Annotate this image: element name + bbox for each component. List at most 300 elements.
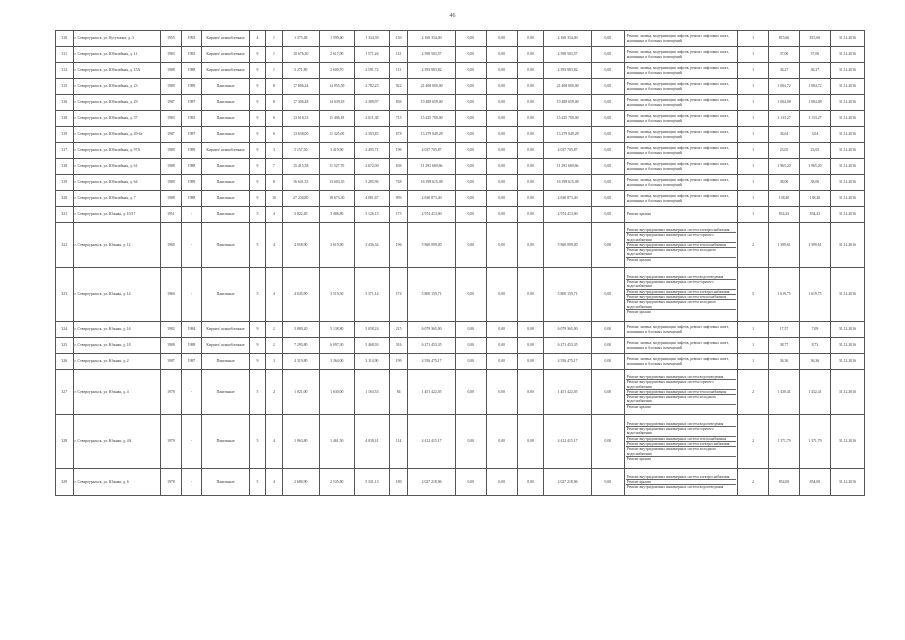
cell-entrances: 4 [266,415,282,469]
cell-living-area: 3 519,30 [319,268,354,322]
work-item: Ремонт внутридомовых инженерных систем водоотведения [626,485,724,490]
cell-commission-year: - [181,223,202,268]
cell-local-cost: 0,00 [517,111,544,127]
cell-other-cost: 0,00 [591,159,624,175]
cell-work-types [624,63,737,79]
cell-residents: 836 [389,95,408,111]
cell-row-number: 324 [56,322,74,338]
cell-local-cost: 0,00 [517,415,544,469]
cell-deadline: 31.12.2016 [830,338,864,354]
cell-work-count: 2 [738,415,769,469]
cell-regional-cost: 0,00 [486,111,517,127]
work-item: Ремонт внутридомовых инженерных систем теплоснабжения [626,390,736,395]
work-item: Ремонт, замена, модернизация лифтов, ремонт лифтовых шахт, машинных и блочных помещений [626,82,729,91]
cell-fund-cost: 0,00 [455,111,486,127]
cell-owned-area: 2 672,00 [354,159,389,175]
cell-living-area: 1 630,00 [319,370,354,415]
cell-local-cost: 0,00 [517,95,544,111]
cell-wall-material: Панельные [202,191,249,207]
cell-work-count: 1 [738,159,769,175]
cell-other-cost: 0,00 [591,191,624,207]
cell-entrances: 6 [266,111,282,127]
cell-local-cost: 0,00 [517,63,544,79]
cell-floors: 9 [249,338,265,354]
cell-work-types [624,47,737,63]
cell-wall-material: Панельные [202,370,249,415]
cell-other-cost: 0,00 [591,63,624,79]
cell-entrances: 2 [266,370,282,415]
cell-entrances: 1 [266,31,282,47]
cell-work-count: 1 [738,143,769,159]
cell-residents: 174 [389,268,408,322]
cell-entrances: 4 [266,223,282,268]
cell-local-cost: 0,00 [517,143,544,159]
cell-other-cost: 0,00 [591,469,624,496]
cell-other-cost: 0,00 [591,223,624,268]
cell-address: г. Североуральск, ул. Юбилейная, д. 23 [73,79,161,95]
cell-entrances: 3 [266,143,282,159]
cell-build-year: 1987 [161,95,182,111]
cell-local-cost: 0,00 [517,268,544,322]
cell-wall-material: Панельные [202,79,249,95]
cell-owner-cost: 4 037 705,87 [544,143,591,159]
cell-entrances: 8 [266,95,282,111]
cell-unit-cost: 815,60 [769,31,800,47]
cell-floors: 5 [249,223,265,268]
cell-deadline: 31.12.2016 [830,469,864,496]
cell-total-area: 1 821,00 [282,370,319,415]
cell-owner-cost: 2 027 218,96 [544,469,591,496]
cell-max-unit-cost: 1 619,75 [799,268,830,322]
cell-residents: 175 [389,207,408,223]
cell-living-area: 2 535,80 [319,469,354,496]
cell-local-cost: 0,00 [517,159,544,175]
cell-work-count: 1 [738,63,769,79]
work-item: Ремонт, замена, модернизация лифтов, ремонт лифтовых шахт, машинных и блочных помещений [626,178,729,187]
cell-total-area: 13 618,33 [282,111,319,127]
cell-unit-cost: 1 430,41 [769,370,800,415]
cell-living-area: 3 619,90 [319,223,354,268]
cell-work-count: 2 [738,469,769,496]
cell-residents: 715 [389,111,408,127]
cell-residents: 215 [389,322,408,338]
cell-work-count: 1 [738,338,769,354]
cell-work-types [624,143,737,159]
cell-entrances: 4 [266,207,282,223]
cell-fund-cost: 0,00 [455,191,486,207]
table-row [56,469,865,496]
cell-regional-cost: 0,00 [486,354,517,370]
cell-build-year: 1978 [161,370,182,415]
cell-regional-cost: 0,00 [486,143,517,159]
cell-residents: 84 [389,370,408,415]
cell-regional-cost: 0,00 [486,175,517,191]
table-row [56,354,865,370]
cell-total-cost: 19 488 659,00 [408,95,455,111]
cell-owned-area: 3 371,14 [354,268,389,322]
cell-owner-cost: 13 279 049,28 [544,127,591,143]
cell-living-area: 11 527,70 [319,159,354,175]
cell-address: г. Североуральск, ул. Юбилейная, д. 61 [73,159,161,175]
cell-deadline: 31.12.2016 [830,111,864,127]
cell-work-count: 1 [738,175,769,191]
cell-total-area: 4 319,80 [282,354,319,370]
cell-row-number: 329 [56,469,74,496]
cell-living-area: 1 461,50 [319,415,354,469]
cell-row-number: 327 [56,370,74,415]
cell-work-count: 1 [738,47,769,63]
cell-living-area: 1 599,60 [319,31,354,47]
cell-regional-cost: 0,00 [486,95,517,111]
cell-other-cost: 0,00 [591,207,624,223]
cell-work-count: 5 [738,268,769,322]
cell-owned-area: 1 334,39 [354,31,389,47]
cell-residents: 111 [389,63,408,79]
cell-local-cost: 0,00 [517,79,544,95]
cell-total-cost: 5 800 159,71 [408,268,455,322]
work-item: Ремонт внутридомовых инженерных систем горячего водоснабжения [626,233,736,243]
cell-total-area: 13 638,00 [282,127,319,143]
cell-unit-cost: 38,77 [769,338,800,354]
cell-commission-year: - [181,207,202,223]
cell-build-year: 1988 [161,159,182,175]
cell-fund-cost: 0,00 [455,207,486,223]
cell-other-cost: 0,00 [591,79,624,95]
cell-total-area: 1 375,48 [282,31,319,47]
cell-work-count: 1 [738,191,769,207]
cell-other-cost: 0,00 [591,370,624,415]
table-body [56,31,865,496]
cell-build-year: 1979 [161,415,182,469]
cell-fund-cost: 0,00 [455,354,486,370]
cell-floors: 4 [249,31,265,47]
table-row [56,79,865,95]
cell-total-area: 16 641,35 [282,175,319,191]
cell-max-unit-cost: 37,06 [799,47,830,63]
cell-max-unit-cost: 1 133,27 [799,111,830,127]
cell-work-types [624,159,737,175]
cell-local-cost: 0,00 [517,31,544,47]
cell-max-unit-cost: 1 084,72 [799,79,830,95]
cell-residents: 150 [389,31,408,47]
work-item: Ремонт внутридомовых инженерных систем теплоснабжения [626,295,736,300]
cell-floors: 9 [249,63,265,79]
cell-regional-cost: 0,00 [486,370,517,415]
cell-commission-year: 1987 [181,354,202,370]
work-item: Ремонт крыши [626,309,651,314]
cell-owner-cost: 19 488 659,00 [544,95,591,111]
cell-work-types [624,370,737,415]
cell-work-count: 1 [738,207,769,223]
cell-owner-cost: 2 598 503,57 [544,47,591,63]
cell-residents: 114 [389,415,408,469]
cell-residents: 748 [389,175,408,191]
cell-work-count: 1 [738,127,769,143]
cell-total-area: 27 230,80 [282,191,319,207]
cell-total-area: 2 680,90 [282,469,319,496]
cell-commission-year: 1983 [181,111,202,127]
table-row [56,111,865,127]
cell-commission-year: 1984 [181,322,202,338]
cell-owner-cost: 5 800 159,71 [544,268,591,322]
cell-build-year: 1987 [161,354,182,370]
cell-entrances: 4 [266,268,282,322]
cell-address: г. Североуральск, ул. Южная, д. 2 [73,354,161,370]
table-row [56,322,865,338]
cell-unit-cost: 1 371,79 [769,415,800,469]
cell-living-area: 14 639,18 [319,95,354,111]
cell-floors: 9 [249,95,265,111]
cell-owner-cost: 6 079 365,00 [544,322,591,338]
cell-local-cost: 0,00 [517,47,544,63]
cell-owned-area: 1 571,26 [354,47,389,63]
cell-max-unit-cost: 1 432,41 [799,370,830,415]
cell-deadline: 31.12.2016 [830,47,864,63]
cell-owned-area: 2 495,71 [354,143,389,159]
cell-entrances: 8 [266,79,282,95]
cell-regional-cost: 0,00 [486,322,517,338]
cell-unit-cost: 854,00 [769,469,800,496]
cell-address: г. Североуральск, ул. Южная, д. 4 [73,370,161,415]
cell-fund-cost: 0,00 [455,469,486,496]
cell-total-area: 5 157,50 [282,143,319,159]
work-item: Ремонт, замена, модернизация лифтов, ремонт лифтовых шахт, машинных и блочных помещений [626,341,729,350]
cell-local-cost: 0,00 [517,223,544,268]
cell-entrances: 4 [266,469,282,496]
cell-owner-cost: 15 425 700,00 [544,111,591,127]
cell-residents: 316 [389,338,408,354]
cell-other-cost: 0,00 [591,47,624,63]
work-item: Ремонт, замена, модернизация лифтов, ремонт лифтовых шахт, машинных и блочных помещений [626,325,729,334]
work-item: Ремонт внутридомовых инженерных систем горячего водоснабжения [626,380,736,390]
cell-deadline: 31.12.2016 [830,175,864,191]
cell-build-year: 1978 [161,469,182,496]
work-item: Ремонт, замена, модернизация лифтов, ремонт лифтовых шахт, машинных и блочных помещений [626,130,729,139]
cell-max-unit-cost: 3,04 [799,127,830,143]
cell-wall-material: Панельные [202,207,249,223]
cell-max-unit-cost: 1 371,79 [799,415,830,469]
table-row [56,127,865,143]
cell-floors: 9 [249,111,265,127]
cell-floors: 9 [249,143,265,159]
cell-other-cost: 0,00 [591,127,624,143]
cell-unit-cost: 36,27 [769,63,800,79]
cell-wall-material: Кирпич/ шлакоблочные [202,322,249,338]
cell-deadline: 31.12.2016 [830,370,864,415]
cell-owner-cost: 4 556 475,17 [544,354,591,370]
cell-residents: 636 [389,159,408,175]
table-row [56,370,865,415]
cell-floors: 5 [249,370,265,415]
cell-floors: 5 [249,469,265,496]
cell-total-cost: 4 556 475,17 [408,354,455,370]
cell-wall-material: Панельные [202,415,249,469]
cell-row-number: 328 [56,415,74,469]
cell-total-cost: 21 468 000,00 [408,79,455,95]
cell-fund-cost: 0,00 [455,370,486,415]
cell-build-year: 1987 [161,127,182,143]
cell-fund-cost: 0,00 [455,322,486,338]
cell-fund-cost: 0,00 [455,223,486,268]
cell-entrances: 2 [266,322,282,338]
work-item: Ремонт внутридомовых инженерных систем водоотведения [626,422,736,427]
cell-local-cost: 0,00 [517,207,544,223]
cell-floors: 5 [249,268,265,322]
cell-regional-cost: 0,00 [486,223,517,268]
cell-work-count: 2 [738,370,769,415]
cell-owned-area: 2 591,72 [354,63,389,79]
table-row [56,415,865,469]
cell-floors: 9 [249,354,265,370]
cell-other-cost: 0,00 [591,322,624,338]
cell-work-types [624,175,737,191]
cell-total-cost: 4 037 705,87 [408,143,455,159]
cell-work-types [624,268,737,322]
cell-unit-cost: 38,06 [769,175,800,191]
cell-total-area: 7 295,80 [282,338,319,354]
cell-work-count: 1 [738,95,769,111]
cell-living-area: 11 406,18 [319,111,354,127]
cell-total-cost: 16 398 615,08 [408,175,455,191]
cell-local-cost: 0,00 [517,469,544,496]
cell-max-unit-cost: 1 965,20 [799,159,830,175]
cell-owner-cost: 1 451 422,05 [544,370,591,415]
cell-owned-area: 2 011,38 [354,111,389,127]
cell-address: г. Североуральск, ул. Юбилейная, д. 15А [73,63,161,79]
cell-commission-year: 1988 [181,338,202,354]
work-item: Ремонт внутридомовых инженерных систем теплоснабжения [626,243,736,248]
cell-commission-year: 1987 [181,95,202,111]
table-row [56,175,865,191]
cell-wall-material: Кирпич/ шлакоблочные [202,63,249,79]
cell-work-types [624,95,737,111]
cell-address: г. Североуральск, ул. Юбилейная, д. 37 [73,111,161,127]
cell-address: г. Североуральск, ул. Южная, д. 6 [73,469,161,496]
cell-deadline: 31.12.2016 [830,127,864,143]
cell-local-cost: 0,00 [517,370,544,415]
cell-local-cost: 0,00 [517,175,544,191]
cell-work-count: 1 [738,79,769,95]
work-item: Ремонт, замена, модернизация лифтов, ремонт лифтовых шахт, машинных и блочных помещений [626,194,729,203]
cell-work-types [624,31,737,47]
cell-row-number: 320 [56,191,74,207]
work-item: Ремонт, замена, модернизация лифтов, ремонт лифтовых шахт, машинных и блочных помещений [626,357,729,366]
table-row [56,191,865,207]
cell-commission-year: - [181,469,202,496]
cell-residents: 993 [389,191,408,207]
cell-max-unit-cost: 38,06 [799,175,830,191]
cell-commission-year: 1983 [181,47,202,63]
cell-max-unit-cost: 815,60 [799,31,830,47]
cell-owned-area: 5 058,24 [354,322,389,338]
cell-regional-cost: 0,00 [486,79,517,95]
cell-row-number: 318 [56,111,74,127]
cell-owned-area: 5 468,93 [354,338,389,354]
housing-register-table [55,30,865,496]
cell-entrances: 3 [266,354,282,370]
work-item: Ремонт внутридомовых инженерных систем горячего водоснабжения [626,427,736,437]
cell-fund-cost: 0,00 [455,47,486,63]
cell-fund-cost: 0,00 [455,143,486,159]
cell-total-cost: 4 412 415,17 [408,415,455,469]
work-item: Ремонт внутридомовых инженерных систем электроснабжения [626,290,736,295]
cell-address: г. Североуральск, ул. Юбилейная, д. 7 [73,191,161,207]
cell-build-year: 1988 [161,191,182,207]
cell-owner-cost: 2 169 354,00 [544,31,591,47]
cell-deadline: 31.12.2016 [830,415,864,469]
cell-total-area: 5 880,20 [282,322,319,338]
cell-row-number: 311 [56,47,74,63]
cell-total-area: 17 806,24 [282,79,319,95]
cell-work-types [624,79,737,95]
cell-row-number: 323 [56,268,74,322]
cell-wall-material: Панельные [202,268,249,322]
cell-owner-cost: 6 271 453,35 [544,338,591,354]
cell-wall-material: Панельные [202,354,249,370]
cell-address: г. Североуральск, ул. Юбилейная, д. 64 [73,175,161,191]
cell-owner-cost: 2 630 873,40 [544,191,591,207]
cell-residents: 180 [389,469,408,496]
cell-total-cost: 6 271 453,35 [408,338,455,354]
work-item: Ремонт крыши [626,257,651,262]
cell-max-unit-cost: 854,00 [799,469,830,496]
cell-deadline: 31.12.2016 [830,79,864,95]
work-item: Ремонт внутридомовых инженерных систем электроснабжения [626,442,736,447]
cell-commission-year: 1988 [181,191,202,207]
cell-max-unit-cost: 138,40 [799,191,830,207]
cell-entrances: 1 [266,47,282,63]
cell-regional-cost: 0,00 [486,31,517,47]
cell-wall-material: Панельные [202,111,249,127]
cell-commission-year: 1988 [181,159,202,175]
table-row [56,159,865,175]
page-number: 46 [449,13,456,19]
cell-max-unit-cost: 36,27 [799,63,830,79]
cell-max-unit-cost: 1 084,08 [799,95,830,111]
cell-commission-year: 1993 [181,31,202,47]
cell-total-area: 1 963,80 [282,415,319,469]
cell-living-area: 11 325,00 [319,127,354,143]
cell-work-types [624,191,737,207]
cell-build-year: 1988 [161,63,182,79]
cell-deadline: 31.12.2016 [830,143,864,159]
cell-total-area: 4 058,90 [282,223,319,268]
work-item: Ремонт крыши [626,456,651,461]
cell-unit-cost: 1 133,27 [769,111,800,127]
cell-deadline: 31.12.2016 [830,63,864,79]
cell-owned-area: 5 331,13 [354,469,389,496]
work-item: Ремонт, замена, модернизация лифтов, ремонт лифтовых шахт, машинных и блочных помещений [626,98,729,107]
work-item: Ремонт внутридомовых инженерных систем электроснабжения [626,475,736,480]
cell-total-area: 4 045,90 [282,268,319,322]
cell-deadline: 31.12.2016 [830,322,864,338]
table-row [56,268,865,322]
cell-wall-material: Панельные [202,469,249,496]
cell-fund-cost: 0,00 [455,338,486,354]
cell-work-types [624,469,737,496]
cell-owner-cost: 2 593 983,82 [544,63,591,79]
cell-other-cost: 0,00 [591,415,624,469]
cell-living-area: 3 486,80 [319,207,354,223]
cell-floors: 9 [249,79,265,95]
cell-living-area: 2 600,70 [319,63,354,79]
cell-row-number: 322 [56,223,74,268]
cell-build-year: 1960 [161,268,182,322]
cell-unit-cost: 1 084,08 [769,95,800,111]
cell-unit-cost: 1 084,72 [769,79,800,95]
cell-unit-cost: 138,40 [769,191,800,207]
cell-wall-material: Кирпич/ шлакоблочные [202,47,249,63]
